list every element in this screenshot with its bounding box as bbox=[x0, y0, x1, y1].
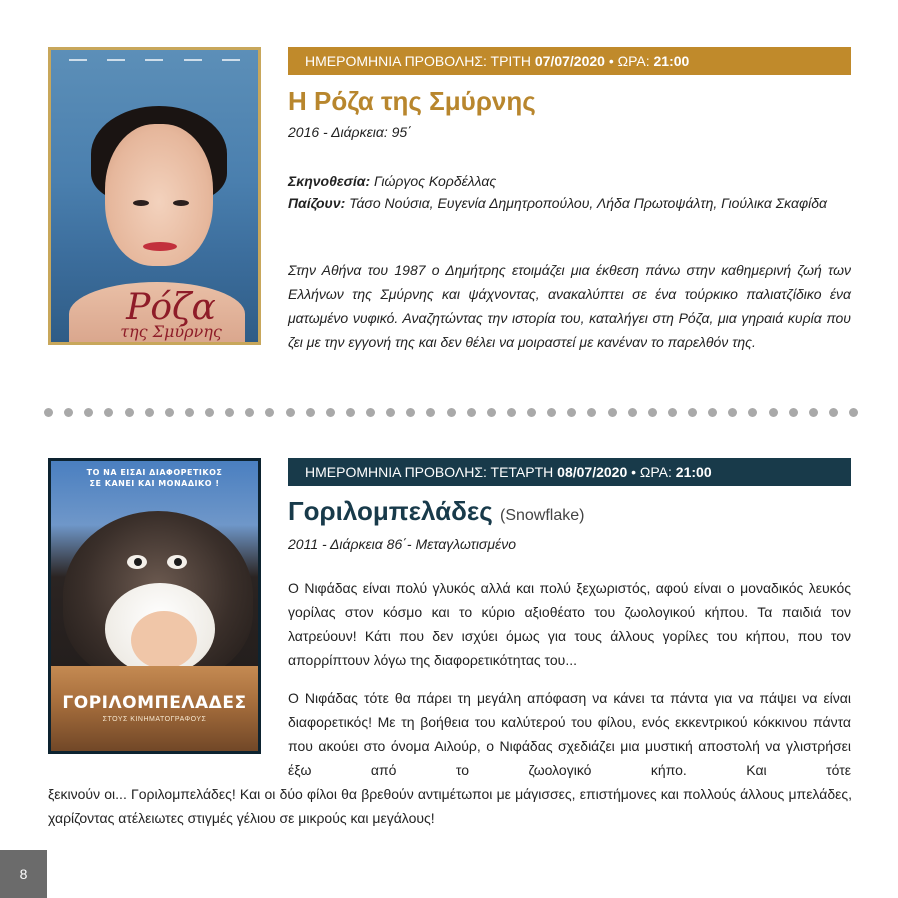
poster-title: ΓΟΡΙΛΟΜΠΕΛΑΔΕΣ bbox=[62, 693, 247, 713]
film-title bbox=[288, 496, 584, 527]
screening-date-bar bbox=[288, 47, 851, 75]
film1-poster bbox=[48, 47, 261, 345]
film-title-greek: Γοριλομπελάδες bbox=[288, 496, 493, 526]
screening-label: ΗΜΕΡΟΜΗΝΙΑ ΠΡΟΒΟΛΗΣ: ΤΡΙΤΗ bbox=[305, 53, 535, 69]
film-description: Στην Αθήνα του 1987 ο Δημήτρης ετοιμάζει μια έκθεση πάνω στην καθημερινή ζωή των Ελλήνων της Σμύρνης και ψάχνοντας, ανακαλύπτει σε ένα τούρκικο παλιατζίδικο ένα ματωμένο νυφικό. Αναζητώντας την ιστορία του, καταλήγει στη Ρόζα, μια γηραιά κυρία που ζει με την εγγονή της και δεν θέλει να μοιραστεί με κανέναν το παρελθόν της. bbox=[288, 262, 851, 350]
poster-woman-eye bbox=[133, 200, 149, 206]
director-label: Σκηνοθεσία: bbox=[288, 173, 371, 189]
poster-woman-lips bbox=[143, 242, 177, 251]
screening-date: 07/07/2020 bbox=[534, 53, 605, 69]
film-description: ξεκινούν οι... Γοριλομπελάδες! Και οι δύο φίλοι θα βρεθούν αντιμέτωποι με μάγισσες, επιστήμονες και πολλούς άλλους μπελάδες, χαρίζοντας ατέλειωτες στιγμές γέλιου σε μικρούς και μεγάλους! bbox=[48, 786, 852, 826]
screening-time: 21:00 bbox=[675, 464, 712, 480]
director-name: Γιώργος Κορδέλλας bbox=[370, 173, 497, 189]
film-description: Ο Νιφάδας είναι πολύ γλυκός αλλά και πολύ ξεχωριστός, αφού είναι ο μοναδικός λευκός γορίλας στον κόσμο και το κύριο αξιοθέατο του ζωολογικού κήπου. Τα παιδιά τον λατρεύουν! Κάτι που δεν ισχύει όμως για τους άλλους γορίλες του κήπου, που τον απορρίπτουν λόγω της διαφορετικότητας του... bbox=[288, 580, 851, 668]
gorilla-eye bbox=[127, 555, 147, 569]
film-title: Η Ρόζα της Σμύρνης bbox=[288, 86, 536, 116]
film2-poster bbox=[48, 458, 261, 754]
cast-names: Τάσο Νούσια, Ευγενία Δημητροπούλου, Λήδα Πρωτοψάλτη, Γιούλικα Σκαφίδα bbox=[345, 195, 827, 211]
poster-woman-eye bbox=[173, 200, 189, 206]
poster-white-gorilla-face bbox=[131, 611, 197, 669]
poster-title: Ρόζα της Σμύρνης bbox=[120, 287, 222, 341]
screening-time-label: • ΩΡΑ: bbox=[627, 464, 676, 480]
gorilla-eye bbox=[167, 555, 187, 569]
section-divider bbox=[44, 406, 858, 418]
screening-date: 08/07/2020 bbox=[557, 464, 628, 480]
poster-credits bbox=[59, 56, 250, 68]
film-credits bbox=[288, 170, 848, 214]
film-meta: 2011 - Διάρκεια 86΄- Μεταγλωτισμένο bbox=[288, 536, 516, 552]
screening-time-label: • ΩΡΑ: bbox=[604, 53, 654, 69]
page-number: 8 bbox=[0, 850, 47, 898]
film-description: Ο Νιφάδας τότε θα πάρει τη μεγάλη απόφαση να κάνει τα πάντα για να πάψει να είναι διαφορετικός! Με τη βοήθεια του καλύτερού του φίλου, ενός εκκεντρικού κόκκινου πάντα που ακούει στο όνομα Αιλούρ, ο Νιφάδας σχεδιάζει μια μυστική αποστολή να γλιστρήσει έξω από το ζωολογικό κήπο. Και τότε bbox=[288, 690, 851, 778]
screening-time: 21:00 bbox=[653, 53, 690, 69]
film-title-original: (Snowflake) bbox=[499, 507, 585, 524]
poster-tagline: ΤΟ ΝΑ ΕΙΣΑΙ ΔΙΑΦΟΡΕΤΙΚΟΣ ΣΕ ΚΑΝΕΙ ΚΑΙ ΜΟΝΑΔΙΚΟ ! bbox=[86, 468, 223, 488]
cast-label: Παίζουν: bbox=[288, 195, 346, 211]
poster-subtitle: ΣΤΟΥΣ ΚΙΝΗΜΑΤΟΓΡΑΦΟΥΣ bbox=[102, 716, 207, 723]
screening-label: ΗΜΕΡΟΜΗΝΙΑ ΠΡΟΒΟΛΗΣ: ΤΕΤΑΡΤΗ bbox=[305, 464, 558, 480]
screening-date-bar bbox=[288, 458, 851, 486]
film-meta: 2016 - Διάρκεια: 95΄ bbox=[288, 124, 412, 140]
